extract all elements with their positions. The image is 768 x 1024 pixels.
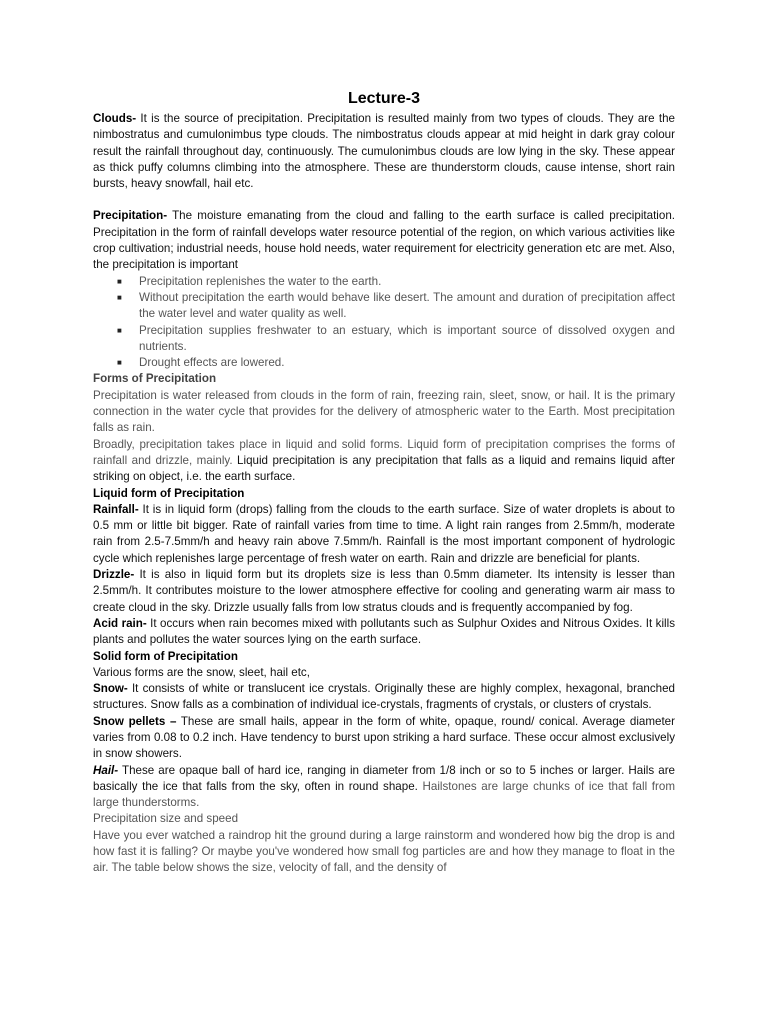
rainfall-term: Rainfall-: [93, 502, 139, 516]
snow-pellets-paragraph: [93, 714, 675, 763]
precipitation-text: The moisture emanating from the cloud and falling to the earth surface is called precipitation. Precipitation in the form of rainfall develops water resource potential of the region, on which various activities like crop cultivation; industrial needs, house hold needs, water requirement for electricity generation etc are met. Also, the precipitation is important: [93, 209, 675, 272]
precipitation-paragraph: [93, 208, 675, 273]
bullet-text: Without precipitation the earth would behave like desert. The amount and duration of precipitation affect the water level and water quality as well.: [139, 290, 675, 321]
bullet-item: [117, 355, 675, 371]
paragraph-gap: [93, 192, 675, 208]
precipitation-term: Precipitation-: [93, 209, 168, 223]
square-bullet-icon: ■: [117, 276, 122, 286]
size-speed-paragraph: Have you ever watched a raindrop hit the ground during a large rainstorm and wondered how big the drop is and how fast it is falling? Or maybe you've wondered how small fog particles are and how they manage to float in the air. The table below shows the size, velocity of fall, and the density of: [93, 828, 675, 875]
acid-rain-paragraph: [93, 616, 675, 649]
bullet-item: [117, 323, 675, 356]
hail-paragraph: [93, 763, 675, 812]
forms-p2-gray: Broadly, precipitation takes place in liquid and solid forms. Liquid form of precipitation comprises the forms of rainfall and drizzle, mainly.: [93, 437, 675, 467]
rainfall-text: It is in liquid form (drops) falling from the clouds to the earth surface. Size of water droplets is about to 0.5 mm or little bit bigger. Rate of rainfall varies from time to time. A light rain ranges from 2.5mm/h, moderate rain from 2.5-7.5mm/h and heavy rain above 7.5mm/h. Rainfall is the most important component of hydrologic cycle which replenishes large percentage of fresh water on earth. Rain and drizzle are beneficial for plants.: [93, 502, 675, 565]
drizzle-term: Drizzle-: [93, 568, 135, 582]
hail-term: Hail-: [93, 763, 119, 777]
snow-paragraph: [93, 681, 675, 714]
forms-p2-dark: Liquid precipitation is any precipitation that falls as a liquid and remains liquid after striking on object, i.e. the earth surface.: [93, 453, 676, 484]
bullet-text: Drought effects are lowered.: [139, 356, 285, 370]
liquid-heading: Liquid form of Precipitation: [93, 486, 245, 500]
acid-rain-text: It occurs when rain becomes mixed with pollutants such as Sulphur Oxides and Nitrous Oxides. It kills plants and pollutes the water sources lying on the earth surface.: [93, 616, 676, 647]
bullet-item: [117, 290, 675, 323]
forms-heading: Forms of Precipitation: [93, 372, 217, 386]
square-bullet-icon: ■: [117, 358, 122, 368]
acid-rain-term: Acid rain-: [93, 616, 147, 630]
snow-pellets-term: Snow pellets –: [93, 714, 177, 728]
clouds-term: Clouds-: [93, 112, 137, 125]
snow-pellets-text: These are small hails, appear in the form of white, opaque, round/ conical. Average diameter varies from 0.08 to 0.2 inch. Have tendency to burst upon striking a hard surface. These occur almost exclusively in snow showers.: [93, 714, 675, 761]
snow-text: It consists of white or translucent ice crystals. Originally these are highly complex, hexagonal, branched structures. Snow falls as a combination of individual ice-crystals, fragments of crystals, or clusters of crystals.: [93, 682, 675, 712]
bullet-text: Precipitation supplies freshwater to an estuary, which is important source of dissolved oxygen and nutrients.: [139, 323, 675, 353]
importance-bullet-list: [93, 274, 675, 372]
forms-paragraph-1: Precipitation is water released from clouds in the form of rain, freezing rain, sleet, snow, or hail. It is the primary connection in the water cycle that provides for the delivery of atmospheric water to the Earth. Most precipitation falls as rain.: [93, 388, 675, 435]
bullet-item: [117, 274, 675, 290]
hail-text-gray: Hailstones are large chunks of ice that fall from large thunderstorms.: [93, 779, 675, 810]
document-page: [93, 88, 675, 877]
drizzle-text: It is also in liquid form but its droplets size is less than 0.5mm diameter. Its intensity is lesser than 2.5mm/h. It contributes moisture to the lower atmosphere effective for cooling and generating warm air mass to create cloud in the sky. Drizzle usually falls from low stratus clouds and is frequently accompanied by fog.: [93, 568, 675, 614]
hail-text-dark: These are opaque ball of hard ice, ranging in diameter from 1/8 inch or so to 5 inches or larger. Hails are basically the ice that falls from the sky, often in round shape.: [93, 763, 675, 793]
square-bullet-icon: ■: [117, 325, 122, 335]
solid-intro: Various forms are the snow, sleet, hail etc,: [93, 665, 310, 679]
clouds-text: It is the source of precipitation. Precipitation is resulted mainly from two types of clouds. They are the nimbostratus and cumulonimbus type clouds. The nimbostratus clouds appear at mid height in dark gray colour result the rainfall throughout day, continuously. The cumulonimbus clouds are low lying in the sky. These appear as thick puffy columns climbing into the atmosphere. These are thunderstorm clouds, cause intense, short rain bursts, heavy snowfall, hail etc.: [93, 112, 675, 191]
clouds-paragraph: [93, 111, 675, 192]
page-title: Lecture-3: [347, 90, 421, 107]
snow-term: Snow-: [93, 682, 128, 696]
bullet-text: Precipitation replenishes the water to the earth.: [139, 274, 382, 288]
square-bullet-icon: ■: [117, 292, 122, 302]
drizzle-paragraph: [93, 567, 675, 616]
forms-paragraph-2: [93, 437, 675, 486]
rainfall-paragraph: [93, 502, 675, 567]
solid-heading: Solid form of Precipitation: [93, 649, 238, 663]
size-speed-heading: Precipitation size and speed: [93, 812, 239, 826]
